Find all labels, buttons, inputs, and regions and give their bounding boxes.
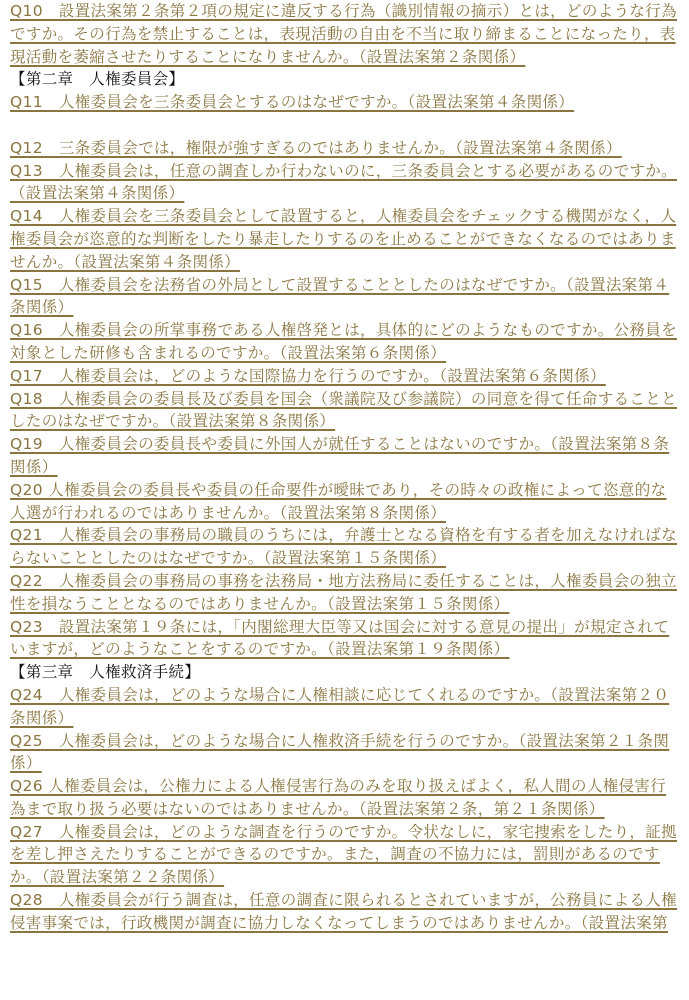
- question-link[interactable]: Q12 三条委員会では，権限が強すぎるのではありませんか。（設置法案第４条関係）: [10, 138, 622, 157]
- question-link[interactable]: Q21 人権委員会の事務局の職員のうちには，弁護士となる資格を有する者を加えなければならないこととしたのはなぜですか。（設置法案第１５条関係）: [10, 526, 677, 568]
- chapter-heading: 【第二章 人権委員会】: [10, 70, 185, 89]
- question-link[interactable]: Q22 人権委員会の事務局の事務を法務局・地方法務局に委任することは，人権委員会の独立性を損なうこととなるのではありませんか。（設置法案第１５条関係）: [10, 571, 677, 613]
- question-link[interactable]: Q14 人権委員会を三条委員会として設置すると，人権委員会をチェックする機関がなく，人権委員会が恣意的な判断をしたり暴走したりするのを止めることができなくなるのではありませんか。（設置法案第４条関係）: [10, 207, 677, 271]
- question-link[interactable]: Q20 人権委員会の委員長や委員の任命要件が曖昧であり，その時々の政権によって恣意的な人選が行われるのではありませんか。（設置法案第８条関係）: [10, 480, 667, 522]
- question-link[interactable]: Q27 人権委員会は，どのような調査を行うのですか。令状なしに，家宅捜索をしたり，証拠を差し押さえたりすることができるのですか。また，調査の不協力には，罰則があるのですか。（設置法案第２２条関係）: [10, 822, 677, 887]
- question-link[interactable]: Q23 設置法案第１９条には，「内閣総理大臣等又は国会に対する意見の提出」が規定されていますが，どのようなことをするのですか。（設置法案第１９条関係）: [10, 617, 670, 659]
- blank-line: [10, 114, 678, 137]
- question-link[interactable]: Q10 設置法案第２条第２項の規定に違反する行為（識別情報の摘示）とは，どのような行為ですか。その行為を禁止することは，表現活動の自由を不当に取り締まることになったり，表現活動を萎縮させたりすることになりませんか。（設置法案第２条関係）: [10, 2, 677, 66]
- question-link[interactable]: Q19 人権委員会の委員長や委員に外国人が就任することはないのですか。（設置法案第８条関係）: [10, 435, 670, 476]
- question-link[interactable]: Q16 人権委員会の所掌事務である人権啓発とは，具体的にどのようなものですか。公務員を対象とした研修も含まれるのですか。（設置法案第６条関係）: [10, 321, 677, 362]
- question-link[interactable]: Q17 人権委員会は，どのような国際協力を行うのですか。（設置法案第６条関係）: [10, 366, 606, 385]
- chapter-heading: 【第三章 人権救済手続】: [10, 663, 201, 682]
- question-link[interactable]: Q11 人権委員会を三条委員会とするのはなぜですか。（設置法案第４条関係）: [10, 93, 575, 112]
- question-link[interactable]: Q24 人権委員会は，どのような場合に人権相談に応じてくれるのですか。（設置法案第２０条関係）: [10, 685, 670, 727]
- question-link[interactable]: Q28 人権委員会が行う調査は，任意の調査に限られるとされていますが，公務員による人権侵害事案では，行政機関が調査に協力しなくなってしまうのではありませんか。（設置法案第: [10, 891, 677, 932]
- question-link[interactable]: Q26 人権委員会は，公権力による人権侵害行為のみを取り扱えばよく，私人間の人権侵害行為まで取り扱う必要はないのではありませんか。（設置法案第２条，第２１条関係）: [10, 777, 667, 818]
- question-link[interactable]: Q18 人権委員会の委員長及び委員を国会（衆議院及び参議院）の同意を得て任命することとしたのはなぜですか。（設置法案第８条関係）: [10, 389, 677, 431]
- question-link[interactable]: Q15 人権委員会を法務省の外局として設置することとしたのはなぜですか。（設置法案第４条関係）: [10, 275, 670, 317]
- question-link[interactable]: Q13 人権委員会は，任意の調査しか行わないのに，三条委員会とする必要があるのですか。（設置法案第４条関係）: [10, 161, 677, 203]
- question-link[interactable]: Q25 人権委員会は，どのような場合に人権救済手続を行うのですか。（設置法案第２１条関係）: [10, 731, 670, 773]
- faq-document: [10, 0, 678, 935]
